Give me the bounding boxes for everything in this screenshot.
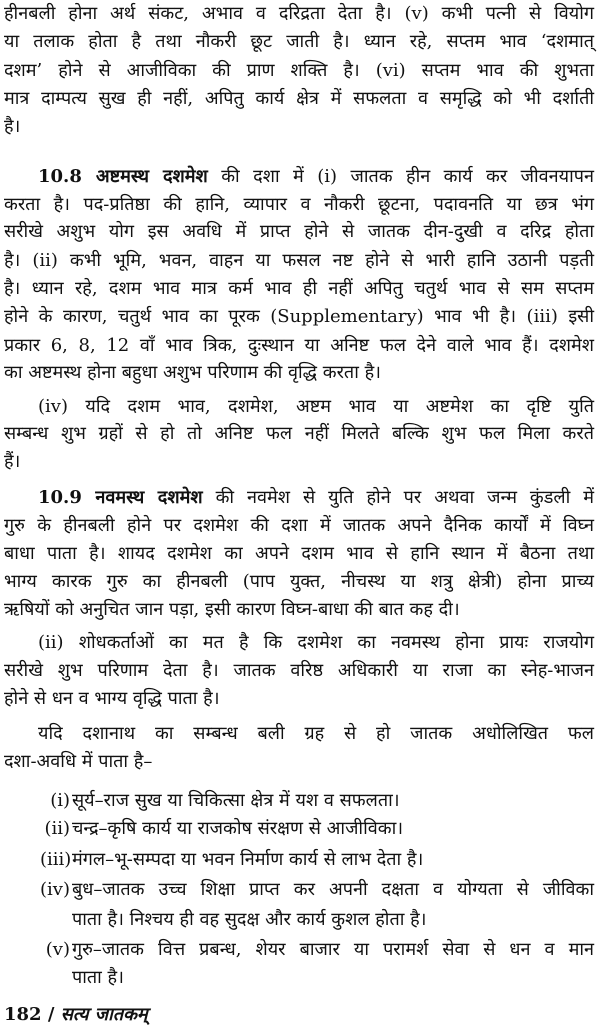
section-heading: 10.9 नवमस्थ दशमेश bbox=[38, 487, 203, 508]
list-text: चन्द्र–कृषि कार्य या राजकोष संरक्षण से आजीविका। bbox=[72, 818, 404, 839]
list-label: (iv) bbox=[40, 879, 70, 900]
text: की दशा में (i) जातक हीन कार्य कर जीवनयापन bbox=[221, 166, 594, 187]
list-text: सूर्य–राज सुख या चिकित्सा क्षेत्र में यश व सफलता। bbox=[72, 790, 400, 811]
list-label: (iii) bbox=[40, 849, 72, 870]
list-text: पाता है। निश्चय ही वह सुदक्ष और कार्य कुशल होता है। bbox=[72, 909, 427, 930]
text-line: है। (ii) कभी भूमि, भवन, वाहन या फसल नष्ट होने से भारी हानि उठानी पड़ती bbox=[4, 250, 594, 271]
text-line: बाधा पाता है। शायद दशमेश का अपने दशम भाव से हानि स्थान में बैठना तथा bbox=[4, 543, 594, 564]
text-line: है। ध्यान रहे, दशम भाव मात्र कर्म भाव ही नहीं अपितु चतुर्थ भाव से सम सप्तम bbox=[4, 278, 594, 299]
page-footer bbox=[4, 1002, 148, 1028]
text-line: या तलाक होता है तथा नौकरी छूट जाती है। ध्यान रहे, सप्तम भाव ‘दशमात् bbox=[4, 31, 594, 52]
list-label: (v) bbox=[45, 939, 70, 960]
text-line: है। bbox=[4, 116, 21, 137]
text-line: ऋषियों को अनुचित जान पड़ा, इसी कारण विघ्न-बाधा की बात कह दी। bbox=[4, 599, 460, 620]
book-title: सत्य जातकम् bbox=[60, 1004, 148, 1025]
text-line: दशा-अवधि में पाता है– bbox=[4, 751, 153, 772]
page-number: 182 / bbox=[4, 1004, 55, 1025]
list-label: (i) bbox=[50, 790, 70, 811]
text-line: हीनबली होना अर्थ संकट, अभाव व दरिद्रता देता है। (v) कभी पत्नी से वियोग bbox=[4, 3, 594, 24]
text-line: यदि दशानाथ का सम्बन्ध बली ग्रह से हो जातक अधोलिखित फल bbox=[38, 723, 594, 744]
text-line: का अष्टमस्थ होना बहुधा अशुभ परिणाम की वृद्धि करता है। bbox=[4, 362, 381, 383]
text: की नवमेश से युति होने पर अथवा जन्म कुंडली में bbox=[215, 487, 594, 508]
text-line: दशम’ होने से आजीविका की प्राण शक्ति है। (vi) सप्तम भाव की शुभता bbox=[4, 60, 594, 81]
section-heading: 10.8 अष्टमस्थ दशमेश bbox=[38, 166, 208, 187]
list-text: पाता है। bbox=[72, 967, 124, 988]
list-text: गुरु–जातक वित्त प्रबन्ध, शेयर बाजार या परामर्श सेवा से धन व मान bbox=[72, 939, 594, 960]
text-line: (ii) शोधकर्ताओं का मत है कि दशमेश का नवमस्थ होना प्रायः राजयोग bbox=[38, 632, 594, 653]
list-text: मंगल–भू-सम्पदा या भवन निर्माण कार्य से लाभ देता है। bbox=[72, 849, 424, 870]
list-text: बुध–जातक उच्च शिक्षा प्राप्त कर अपनी दक्षता व योग्यता से जीविका bbox=[72, 879, 594, 900]
section-10-9-first-line bbox=[38, 485, 594, 511]
text-line: (iv) यदि दशम भाव, दशमेश, अष्टम भाव या अष्टमेश का दृष्टि युति bbox=[38, 396, 594, 417]
text-line: गुरु के हीनबली होने पर दशमेश की दशा में जातक अपने दैनिक कार्यों में विघ्न bbox=[4, 515, 594, 536]
text-line: मात्र दाम्पत्य सुख ही नहीं, अपितु कार्य क्षेत्र में सफलता व समृद्धि को भी दर्शाती bbox=[4, 88, 594, 109]
text-line: सरीखे अशुभ योग इस अवधि में प्राप्त होने से जातक दीन-दुखी व दरिद्र होता bbox=[4, 221, 594, 242]
text-line: प्रकार 6, 8, 12 वाँ भाव त्रिक, दुःस्थान या अनिष्ट फल देने वाले भाव हैं। दशमेश bbox=[4, 335, 594, 356]
text-line: सम्बन्ध शुभ ग्रहों से हो तो अनिष्ट फल नहीं मिलते बल्कि शुभ फल मिला करते bbox=[4, 423, 594, 444]
text-line: होने से धन व भाग्य वृद्धि पाता है। bbox=[4, 688, 220, 709]
text-line: करता है। पद-प्रतिष्ठा की हानि, व्यापार व नौकरी छूटना, पदावनति या छत्र भंग bbox=[4, 194, 594, 215]
section-10-8-first-line bbox=[38, 164, 594, 190]
text-line: होने के कारण, चतुर्थ भाव का पूरक (Supplementary) भाव भी है। (iii) इसी bbox=[4, 306, 594, 327]
list-label: (ii) bbox=[44, 818, 70, 839]
text-line: हैं। bbox=[4, 451, 21, 472]
text-line: सरीखे शुभ परिणाम देता है। जातक वरिष्ठ अधिकारी या राजा का स्नेह-भाजन bbox=[4, 660, 594, 681]
text-line: भाग्य कारक गुरु का हीनबली (पाप युक्त, नीचस्थ या शत्रु क्षेत्री) होना प्राच्य bbox=[4, 571, 594, 592]
